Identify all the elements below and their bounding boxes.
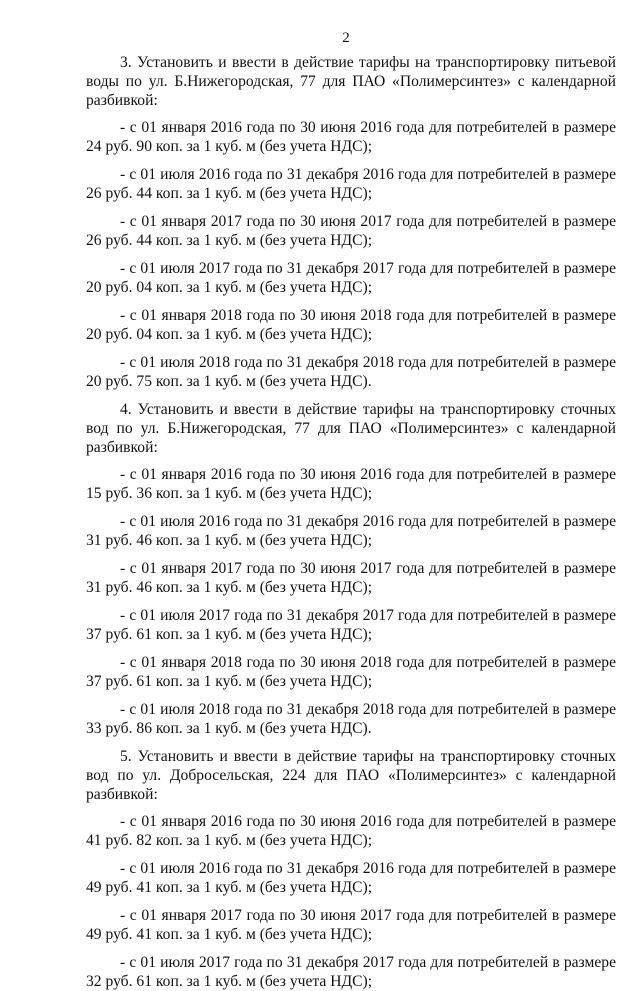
tariff-amount: 49 руб. 41 коп. за 1 куб. м (без учета НДС); [86,879,373,896]
tariff-amount: 41 руб. 82 коп. за 1 куб. м (без учета НДС); [86,832,373,849]
tariff-item [86,353,616,391]
tariff-item [86,906,616,944]
tariff-period: - с 01 января 2017 года по 30 июня 2017 года для потребителей в размере [120,560,616,577]
tariff-period: - с 01 января 2018 года по 30 июня 2018 года для потребителей в размере [120,654,616,671]
tariff-item [86,953,616,991]
tariff-amount: 37 руб. 61 коп. за 1 куб. м (без учета НДС); [86,673,373,690]
document-body [86,53,616,991]
tariff-period: - с 01 июля 2017 года по 31 декабря 2017 года для потребителей в размере [120,260,616,277]
tariff-period: - с 01 января 2017 года по 30 июня 2017 года для потребителей в размере [120,907,616,924]
tariff-period: - с 01 января 2018 года по 30 июня 2018 года для потребителей в размере [120,307,616,324]
tariff-item [86,165,616,203]
tariff-amount: 24 руб. 90 коп. за 1 куб. м (без учета НДС); [86,138,373,155]
tariff-period: - с 01 июля 2016 года по 31 декабря 2016 года для потребителей в размере [120,860,616,877]
tariff-item [86,653,616,691]
tariff-amount: 31 руб. 46 коп. за 1 куб. м (без учета НДС); [86,579,373,596]
tariff-period: - с 01 июля 2018 года по 31 декабря 2018 года для потребителей в размере [120,701,616,718]
section-heading: 4. Установить и ввести в действие тарифы на транспортировку сточных вод по ул. Б.Нижегородская, 77 для ПАО «Полимерсинтез» с календарной разбивкой: [86,401,616,456]
tariff-item [86,812,616,850]
tariff-amount: 49 руб. 41 коп. за 1 куб. м (без учета НДС); [86,926,373,943]
tariff-period: - с 01 июля 2016 года по 31 декабря 2016 года для потребителей в размере [120,166,616,183]
tariff-amount: 26 руб. 44 коп. за 1 куб. м (без учета НДС); [86,185,373,202]
tariff-amount: 37 руб. 61 коп. за 1 куб. м (без учета НДС); [86,626,373,643]
tariff-amount: 26 руб. 44 коп. за 1 куб. м (без учета НДС); [86,232,373,249]
tariff-item [86,465,616,503]
tariff-period: - с 01 июля 2016 года по 31 декабря 2016 года для потребителей в размере [120,513,616,530]
section-heading: 5. Установить и ввести в действие тарифы на транспортировку сточных вод по ул. Добросельская, 224 для ПАО «Полимерсинтез» с календарной разбивкой: [86,748,616,803]
tariff-item [86,700,616,738]
tariff-item [86,212,616,250]
tariff-period: - с 01 января 2016 года по 30 июня 2016 года для потребителей в размере [120,466,616,483]
tariff-item [86,559,616,597]
tariff-period: - с 01 июля 2018 года по 31 декабря 2018 года для потребителей в размере [120,354,616,371]
tariff-item [86,606,616,644]
tariff-item [86,118,616,156]
tariff-period: - с 01 января 2016 года по 30 июня 2016 года для потребителей в размере [120,119,616,136]
section-5 [86,747,616,991]
tariff-amount: 20 руб. 04 коп. за 1 куб. м (без учета НДС); [86,279,373,296]
tariff-amount: 33 руб. 86 коп. за 1 куб. м (без учета НДС). [86,720,372,737]
tariff-item [86,259,616,297]
tariff-period: - с 01 января 2016 года по 30 июня 2016 года для потребителей в размере [120,813,616,830]
section-4 [86,400,616,738]
tariff-amount: 31 руб. 46 коп. за 1 куб. м (без учета НДС); [86,532,373,549]
tariff-amount: 20 руб. 75 коп. за 1 куб. м (без учета НДС). [86,373,372,390]
tariff-period: - с 01 июля 2017 года по 31 декабря 2017 года для потребителей в размере [120,607,616,624]
tariff-amount: 32 руб. 61 коп. за 1 куб. м (без учета НДС); [86,973,373,990]
page-number: 2 [342,30,350,46]
tariff-item [86,512,616,550]
tariff-amount: 15 руб. 36 коп. за 1 куб. м (без учета НДС); [86,485,373,502]
tariff-item [86,306,616,344]
section-heading: 3. Установить и ввести в действие тарифы на транспортировку питьевой воды по ул. Б.Нижегородская, 77 для ПАО «Полимерсинтез» с календарной разбивкой: [86,54,616,109]
tariff-period: - с 01 июля 2017 года по 31 декабря 2017 года для потребителей в размере [120,954,616,971]
tariff-item [86,859,616,897]
tariff-amount: 20 руб. 04 коп. за 1 куб. м (без учета НДС); [86,326,373,343]
section-3 [86,53,616,391]
tariff-period: - с 01 января 2017 года по 30 июня 2017 года для потребителей в размере [120,213,616,230]
